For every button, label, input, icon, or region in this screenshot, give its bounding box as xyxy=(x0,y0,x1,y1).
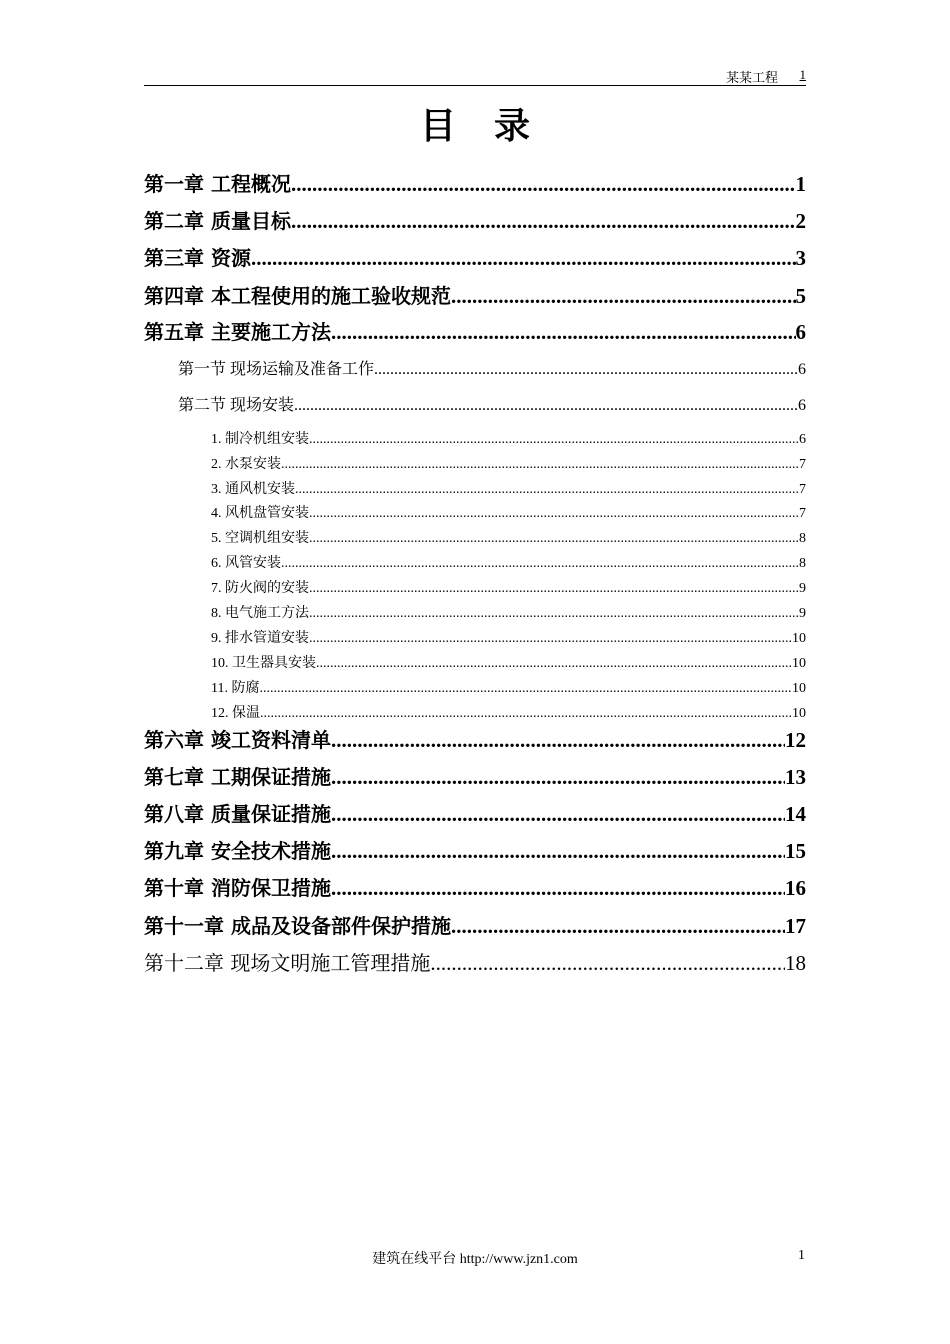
toc-entry-item[interactable] xyxy=(211,502,806,522)
toc-entry-label: 6. 风管安装 xyxy=(211,556,281,571)
toc-entry-label: 第一章 工程概况 xyxy=(144,172,291,196)
toc-entry-page: 6 xyxy=(795,320,806,344)
toc-entry-label: 10. 卫生器具安装 xyxy=(211,656,316,671)
toc-leader-dots xyxy=(259,681,792,697)
toc-entry-item[interactable] xyxy=(211,478,806,498)
toc-entry-page: 3 xyxy=(795,246,806,270)
toc-leader-dots xyxy=(374,361,798,379)
toc-entry-page: 10 xyxy=(792,631,806,646)
toc-entry-item[interactable] xyxy=(211,702,806,722)
toc-leader-dots xyxy=(331,728,785,753)
toc-leader-dots xyxy=(260,706,792,722)
toc-entry-label: 第四章 本工程使用的施工验收规范 xyxy=(144,284,451,308)
toc-entry-page: 9 xyxy=(799,581,806,596)
header-page-number: 1 xyxy=(799,67,806,82)
toc-leader-dots xyxy=(309,432,799,448)
toc-entry-label: 第一节 现场运输及准备工作 xyxy=(178,361,375,378)
toc-entry-page: 10 xyxy=(792,706,806,721)
toc-leader-dots xyxy=(291,172,796,197)
toc-entry-page: 6 xyxy=(798,397,806,414)
toc-entry-page: 12 xyxy=(785,728,806,752)
toc-entry-item[interactable] xyxy=(211,428,806,448)
toc-leader-dots xyxy=(291,209,796,234)
toc-entry-label: 第十二章 现场文明施工管理措施 xyxy=(144,951,431,975)
toc-entry-chapter[interactable] xyxy=(144,280,806,309)
toc-entry-label: 第八章 质量保证措施 xyxy=(144,802,331,826)
toc-entry-item[interactable] xyxy=(211,602,806,622)
toc-entry-page: 8 xyxy=(799,531,806,546)
toc-leader-dots xyxy=(430,951,785,976)
toc-entry-item[interactable] xyxy=(211,627,806,647)
toc-entry-label: 第三章 资源 xyxy=(144,246,251,270)
toc-entry-label: 12. 保温 xyxy=(211,706,260,721)
toc-entry-page: 15 xyxy=(785,839,806,863)
toc-entry-page: 16 xyxy=(785,876,806,900)
toc-entry-page: 18 xyxy=(785,951,806,975)
toc-entry-label: 第九章 安全技术措施 xyxy=(144,839,331,863)
toc-entry-page: 8 xyxy=(799,556,806,571)
toc-entry-section[interactable] xyxy=(178,356,806,379)
toc-entry-chapter[interactable] xyxy=(144,724,806,753)
toc-leader-dots xyxy=(331,839,785,864)
toc-leader-dots xyxy=(281,457,799,473)
toc-entry-chapter[interactable] xyxy=(144,761,806,790)
toc-entry-page: 9 xyxy=(799,606,806,621)
toc-entry-page: 6 xyxy=(798,361,806,378)
toc-entry-item[interactable] xyxy=(211,453,806,473)
header-title: 某某工程 xyxy=(725,70,778,85)
toc-entry-chapter[interactable] xyxy=(144,168,806,197)
toc-entry-chapter[interactable] xyxy=(144,947,806,976)
page-header xyxy=(144,66,806,86)
toc-entry-chapter[interactable] xyxy=(144,835,806,864)
toc-leader-dots xyxy=(331,876,785,901)
toc-entry-label: 第十一章 成品及设备部件保护措施 xyxy=(144,914,451,938)
footer-site-text: 建筑在线平台 http://www.jzn1.com xyxy=(372,1252,578,1267)
toc-entry-chapter[interactable] xyxy=(144,316,806,345)
toc-entry-label: 2. 水泵安装 xyxy=(211,457,281,472)
toc-entry-label: 5. 空调机组安装 xyxy=(211,531,309,546)
toc-entry-page: 2 xyxy=(795,209,806,233)
toc-entry-label: 9. 排水管道安装 xyxy=(211,631,309,646)
toc-entry-page: 7 xyxy=(799,457,806,472)
toc-entry-page: 14 xyxy=(785,802,806,826)
toc-entry-label: 4. 风机盘管安装 xyxy=(211,506,309,521)
toc-leader-dots xyxy=(451,284,796,309)
footer-page-number: 1 xyxy=(798,1248,805,1263)
toc-entry-item[interactable] xyxy=(211,552,806,572)
toc-entry-label: 第二节 现场安装 xyxy=(178,397,295,414)
toc-leader-dots xyxy=(294,397,798,415)
toc-entry-page: 7 xyxy=(799,506,806,521)
toc-entry-label: 11. 防腐 xyxy=(211,681,260,696)
toc-entry-label: 第七章 工期保证措施 xyxy=(144,765,331,789)
toc-entry-chapter[interactable] xyxy=(144,242,806,271)
toc-entry-page: 13 xyxy=(785,765,806,789)
toc-entry-label: 3. 通风机安装 xyxy=(211,482,295,497)
toc-entry-item[interactable] xyxy=(211,577,806,597)
toc-entry-label: 第二章 质量目标 xyxy=(144,209,291,233)
toc-leader-dots xyxy=(309,581,799,597)
toc-entry-item[interactable] xyxy=(211,677,806,697)
toc-entry-page: 5 xyxy=(795,284,806,308)
toc-leader-dots xyxy=(251,246,796,271)
page-title: 目录 xyxy=(419,106,568,147)
toc-entry-label: 第十章 消防保卫措施 xyxy=(144,876,331,900)
toc-leader-dots xyxy=(309,531,799,547)
toc-entry-page: 10 xyxy=(792,681,806,696)
toc-entry-label: 8. 电气施工方法 xyxy=(211,606,309,621)
toc-leader-dots xyxy=(331,320,796,345)
toc-leader-dots xyxy=(309,606,799,622)
toc-entry-page: 6 xyxy=(799,432,806,447)
toc-entry-section[interactable] xyxy=(178,392,806,415)
toc-entry-chapter[interactable] xyxy=(144,910,806,939)
toc-leader-dots xyxy=(451,914,785,939)
toc-entry-page: 17 xyxy=(785,914,806,938)
toc-leader-dots xyxy=(331,802,785,827)
toc-leader-dots xyxy=(331,765,785,790)
toc-leader-dots xyxy=(309,631,792,647)
toc-entry-label: 第六章 竣工资料清单 xyxy=(144,728,331,752)
toc-entry-chapter[interactable] xyxy=(144,798,806,827)
toc-entry-chapter[interactable] xyxy=(144,872,806,901)
toc-leader-dots xyxy=(295,482,799,498)
toc-entry-item[interactable] xyxy=(211,527,806,547)
toc-entry-label: 7. 防火阀的安装 xyxy=(211,581,309,596)
toc-entry-label: 第五章 主要施工方法 xyxy=(144,320,331,344)
toc-leader-dots xyxy=(281,556,799,572)
toc-entry-item[interactable] xyxy=(211,652,806,672)
toc-leader-dots xyxy=(309,506,799,522)
toc-entry-page: 7 xyxy=(799,482,806,497)
toc-entry-page: 10 xyxy=(792,656,806,671)
toc-leader-dots xyxy=(316,656,792,672)
toc-entry-page: 1 xyxy=(795,172,806,196)
toc-entry-label: 1. 制冷机组安装 xyxy=(211,432,309,447)
toc-entry-chapter[interactable] xyxy=(144,205,806,234)
